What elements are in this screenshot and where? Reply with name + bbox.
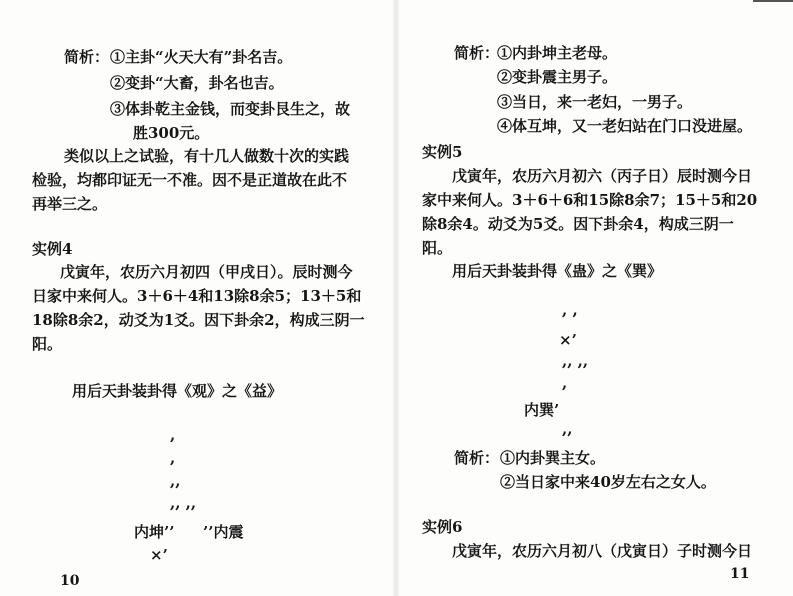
hexagram-caption: 用后天卦装卦得《蛊》之《巽》	[452, 262, 663, 280]
paragraph-line: 检验，均都印证无一不准。因不是正道故在此不	[32, 171, 348, 189]
analysis-item: ②变卦震主男子。	[497, 68, 618, 86]
example-title: 实例5	[422, 143, 463, 161]
analysis-label: 简析：	[454, 44, 500, 62]
page-edge-line	[753, 0, 793, 2]
paragraph-line: 阳。	[32, 335, 63, 353]
hexagram-line: ,, ,,	[170, 494, 197, 512]
hexagram-line: ,	[170, 426, 176, 444]
inner-trigram-label: 内巽’	[524, 401, 560, 419]
paragraph-line: 再举三之。	[32, 195, 108, 213]
paragraph-line: 家中来何人。3＋6＋6和15除8余7；15＋5和20	[422, 191, 758, 209]
moving-line: ×’	[559, 331, 577, 349]
paragraph-line: 戊寅年，农历六月初六（丙子日）辰时测今日	[452, 167, 753, 185]
analysis-item: ②变卦“大畜，卦名也吉。	[110, 74, 284, 92]
moving-line: ×’	[150, 546, 168, 564]
paragraph-line: 戊寅年，农历六月初四（甲戌日）。辰时测今	[60, 263, 353, 281]
inner-trigram-label: ’’内震	[203, 523, 244, 541]
paragraph-line: 日家中来何人。3＋6＋4和13除8余5；13＋5和	[32, 287, 362, 305]
hexagram-line: ,	[562, 374, 568, 392]
analysis-item: 胜300元。	[133, 124, 210, 142]
analysis-item: ①内卦坤主老母。	[497, 44, 618, 62]
paragraph-line: 18除8余2，动爻为1爻。因下卦余2，构成三阴一	[32, 311, 365, 329]
page-number: 11	[730, 566, 750, 582]
example-title: 实例4	[32, 240, 73, 258]
analysis-item: ③当日，来一老妇，一男子。	[497, 93, 693, 111]
paragraph-line: 类似以上之试验，有十几人做数十次的实践	[64, 147, 350, 165]
paragraph-line: 戊寅年，农历六月初八（戊寅日）子时测今日	[452, 542, 753, 560]
left-page	[0, 0, 396, 596]
page-number: 10	[60, 573, 80, 589]
analysis-item: ①主卦“火天大有”卦名吉。	[110, 48, 293, 66]
inner-trigram-label: 内坤’’	[134, 523, 175, 541]
hexagram-line: ,, ,,	[562, 352, 589, 370]
example-title: 实例6	[422, 518, 463, 536]
analysis-item: ③体卦乾主金钱，而变卦艮生之，故	[110, 100, 351, 118]
analysis-item: ④体互坤，又一老妇站在门口没进屋。	[497, 117, 753, 135]
hexagram-caption: 用后天卦装卦得《观》之《益》	[72, 382, 283, 400]
analysis-item: ②当日家中来40岁左右之女人。	[500, 473, 716, 491]
hexagram-line: ,,	[562, 420, 573, 438]
analysis-label: 简析：	[454, 449, 500, 467]
hexagram-line: ,,	[170, 472, 181, 490]
paragraph-line: 阳。	[422, 239, 453, 257]
hexagram-line: ,	[170, 449, 176, 467]
paragraph-line: 除8余4。动爻为5爻。因下卦余4，构成三阴一	[422, 215, 734, 233]
analysis-item: ①内卦巽主女。	[500, 449, 606, 467]
right-page	[396, 0, 793, 596]
hexagram-line: , ,	[562, 301, 578, 319]
analysis-label: 简析：	[64, 48, 110, 66]
